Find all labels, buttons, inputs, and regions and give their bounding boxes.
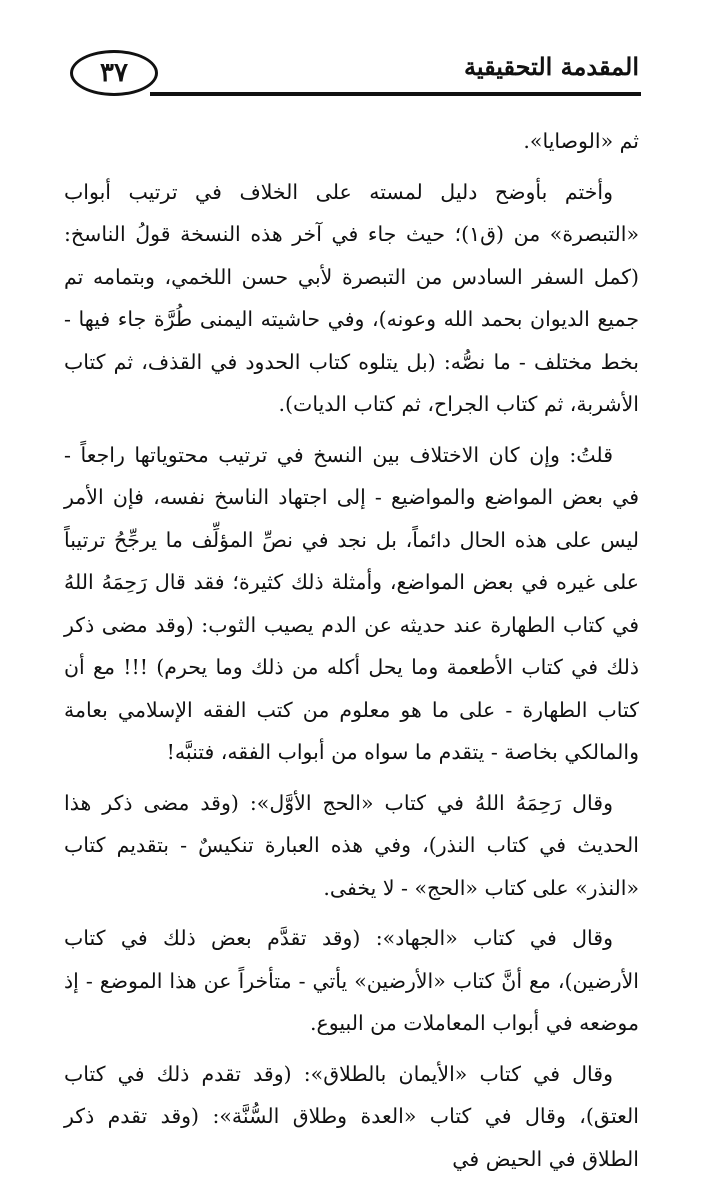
header-rule bbox=[150, 92, 641, 96]
paragraph: قلتُ: وإن كان الاختلاف بين النسخ في ترتيب محتوياتها راجعاً - في بعض المواضع والمواضيع - إلى اجتهاد الناسخ نفسه، فإن الأمر ليس على هذه الحال دائماً، بل نجد في نصِّ المؤلِّف ما يرجِّحُ ترتيباً على غيره في بعض المواضع، وأمثلة ذلك كثيرة؛ فقد قال رَحِمَهُ اللهُ في كتاب الطهارة عند حديثه عن الدم يصيب الثوب: (وقد مضى ذكر ذلك في كتاب الأطعمة وما يحل أكله من ذلك وما يحرم) !!! مع أن كتاب الطهارة - على ما هو معلوم من كتب الفقه الإسلامي بعامة والمالكي بخاصة - يتقدم ما سواه من أبواب الفقه، فتنبَّه! bbox=[64, 434, 639, 774]
paragraph: وقال في كتاب «الأيمان بالطلاق»: (وقد تقدم ذلك في كتاب العتق)، وقال في كتاب «العدة وطلاق السُّنَّة»: (وقد تقدم ذكر الطلاق في الحيض في bbox=[64, 1053, 639, 1180]
page-header bbox=[0, 0, 703, 110]
paragraph: وقال رَحِمَهُ اللهُ في كتاب «الحج الأوَّل»: (وقد مضى ذكر هذا الحديث في كتاب النذر)، وفي هذه العبارة تنكيسٌ - بتقديم كتاب «النذر» على كتاب «الحج» - لا يخفى. bbox=[64, 782, 639, 910]
paragraph: ثم «الوصايا». bbox=[64, 120, 639, 163]
running-title: المقدمة التحقيقية bbox=[464, 52, 639, 81]
page-number-badge bbox=[70, 50, 158, 96]
paragraph: وأختم بأوضح دليل لمسته على الخلاف في ترتيب أبواب «التبصرة» من (ق١)؛ حيث جاء في آخر هذه النسخة قولُ الناسخ: (كمل السفر السادس من التبصرة لأبي حسن اللخمي، وبتمامه تم جميع الديوان بحمد الله وعونه)، وفي حاشيته اليمنى طُرَّة جاء فيها - بخط مختلف - ما نصُّه: (بل يتلوه كتاب الحدود في القذف، ثم كتاب الأشربة، ثم كتاب الجراح، ثم كتاب الديات). bbox=[64, 171, 639, 426]
body-text bbox=[64, 120, 639, 1180]
page-number: ٣٧ bbox=[100, 58, 128, 88]
paragraph: وقال في كتاب «الجهاد»: (وقد تقدَّم بعض ذلك في كتاب الأرضين)، مع أنَّ كتاب «الأرضين» يأتي - متأخراً عن هذا الموضع - إذ موضعه في أبواب المعاملات من البيوع. bbox=[64, 917, 639, 1045]
